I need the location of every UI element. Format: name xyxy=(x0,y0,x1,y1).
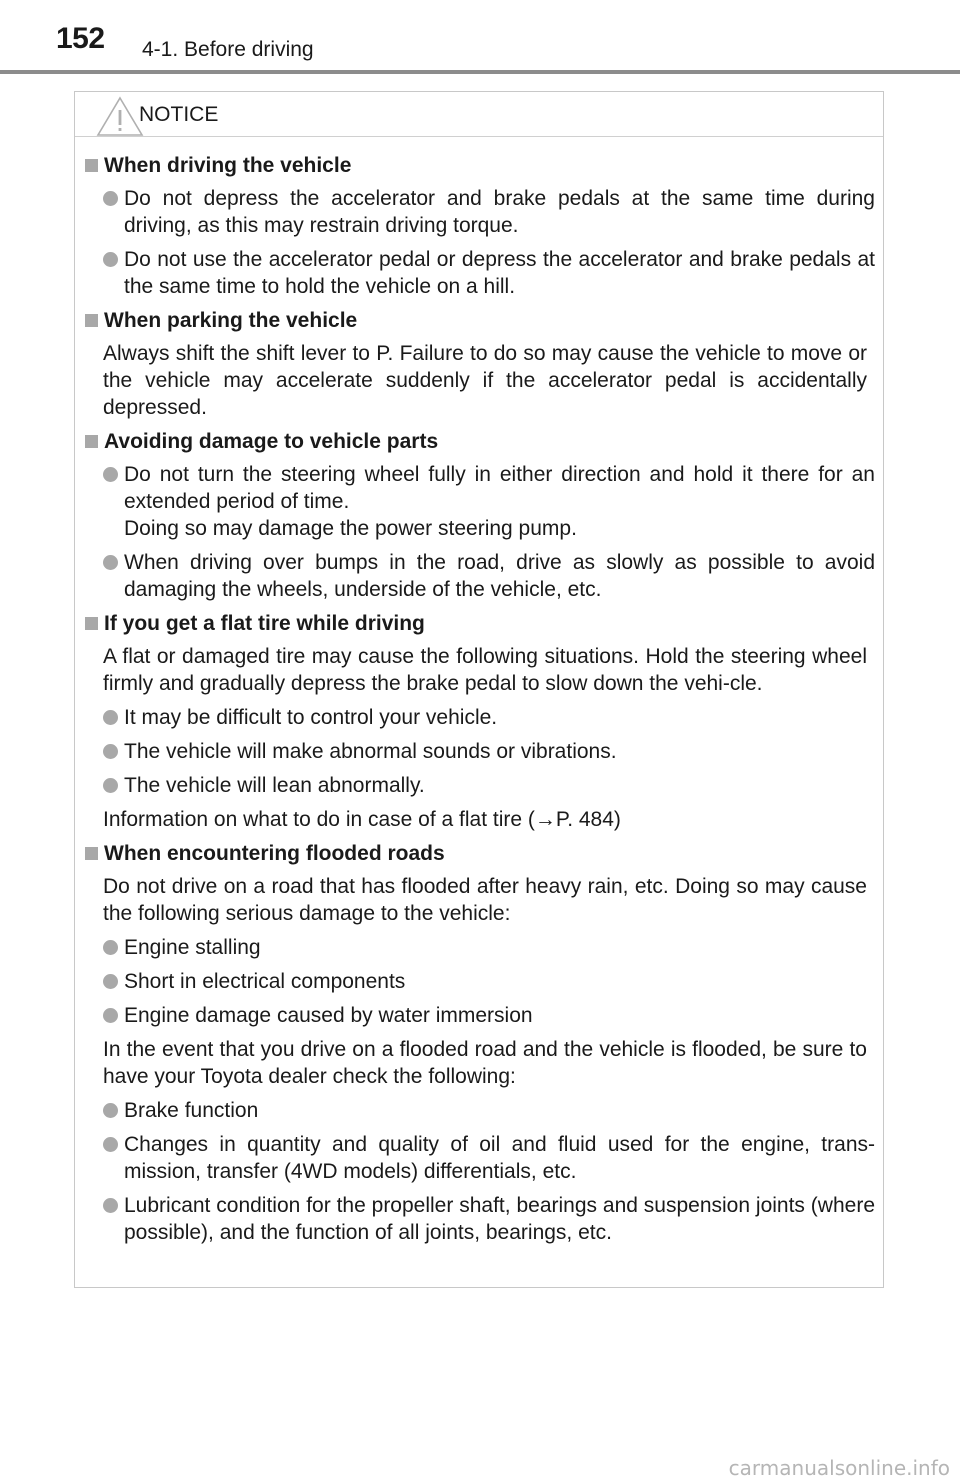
paragraph: Information on what to do in case of a flat tire (→P. 484) xyxy=(103,808,621,831)
watermark: carmanualsonline.info xyxy=(728,1456,950,1480)
round-bullet-icon xyxy=(103,1008,118,1023)
paragraph: In the event that you drive on a flooded road and the vehicle is flooded, be sure to have your Toyota dealer check the following: xyxy=(103,1038,867,1088)
notice-box xyxy=(74,91,884,1288)
page-number: 152 xyxy=(56,22,105,55)
round-bullet-icon xyxy=(103,778,118,793)
bullet-item: Changes in quantity and quality of oil and fluid used for the engine, trans-mission, transfer (4WD models) differentials, etc. xyxy=(124,1131,875,1185)
round-bullet-icon xyxy=(103,467,118,482)
notice-header xyxy=(75,92,883,137)
square-bullet-icon xyxy=(85,847,98,860)
section-heading: If you get a flat tire while driving xyxy=(75,611,883,637)
round-bullet-icon xyxy=(103,1137,118,1152)
section-heading: When parking the vehicle xyxy=(75,308,883,334)
header-rule xyxy=(0,70,960,74)
round-bullet-icon xyxy=(103,1198,118,1213)
bullet-item: It may be difficult to control your vehicle. xyxy=(124,704,875,731)
round-bullet-icon xyxy=(103,710,118,725)
notice-section-parking xyxy=(75,308,883,421)
round-bullet-icon xyxy=(103,1103,118,1118)
section-heading: When driving the vehicle xyxy=(75,153,883,179)
bullet-item: The vehicle will make abnormal sounds or vibrations. xyxy=(124,738,875,765)
warning-triangle-icon xyxy=(96,95,144,137)
bullet-item: Short in electrical components xyxy=(124,968,875,995)
square-bullet-icon xyxy=(85,314,98,327)
notice-section-flat-tire xyxy=(75,611,883,833)
notice-label: NOTICE xyxy=(139,103,219,126)
bullet-item: Engine stalling xyxy=(124,934,875,961)
round-bullet-icon xyxy=(103,744,118,759)
square-bullet-icon xyxy=(85,435,98,448)
round-bullet-icon xyxy=(103,252,118,267)
bullet-item: Lubricant condition for the propeller shaft, bearings and suspension joints (where possible), and the function of all joints, bearings, etc. xyxy=(124,1192,875,1246)
section-heading: When encountering flooded roads xyxy=(75,841,883,867)
square-bullet-icon xyxy=(85,617,98,630)
round-bullet-icon xyxy=(103,555,118,570)
bullet-item: The vehicle will lean abnormally. xyxy=(124,772,875,799)
notice-section-driving xyxy=(75,153,883,300)
notice-section-vehicle-parts xyxy=(75,429,883,603)
paragraph: Do not drive on a road that has flooded after heavy rain, etc. Doing so may cause the following serious damage to the vehicle: xyxy=(103,875,867,925)
bullet-item: Engine damage caused by water immersion xyxy=(124,1002,875,1029)
round-bullet-icon xyxy=(103,940,118,955)
bullet-item: When driving over bumps in the road, drive as slowly as possible to avoid damaging the wheels, underside of the vehicle, etc. xyxy=(124,549,875,603)
notice-body xyxy=(75,153,883,1254)
bullet-item: Do not use the accelerator pedal or depress the accelerator and brake pedals at the same time to hold the vehicle on a hill. xyxy=(124,246,875,300)
round-bullet-icon xyxy=(103,974,118,989)
bullet-item: Do not turn the steering wheel fully in either direction and hold it there for an extended period of time. Doing so may damage the power steering pump. xyxy=(124,461,875,542)
paragraph: A flat or damaged tire may cause the following situations. Hold the steering wheel firmly and gradually depress the brake pedal to slow down the vehi-cle. xyxy=(103,645,867,695)
square-bullet-icon xyxy=(85,159,98,172)
section-heading: Avoiding damage to vehicle parts xyxy=(75,429,883,455)
bullet-item: Do not depress the accelerator and brake pedals at the same time during driving, as this may restrain driving torque. xyxy=(124,185,875,239)
notice-section-flooded-roads xyxy=(75,841,883,1246)
paragraph: Always shift the shift lever to P. Failure to do so may cause the vehicle to move or the vehicle may accelerate suddenly if the accelerator pedal is accidentally depressed. xyxy=(103,342,867,419)
bullet-item: Brake function xyxy=(124,1097,875,1124)
round-bullet-icon xyxy=(103,191,118,206)
section-title: 4-1. Before driving xyxy=(142,38,314,61)
